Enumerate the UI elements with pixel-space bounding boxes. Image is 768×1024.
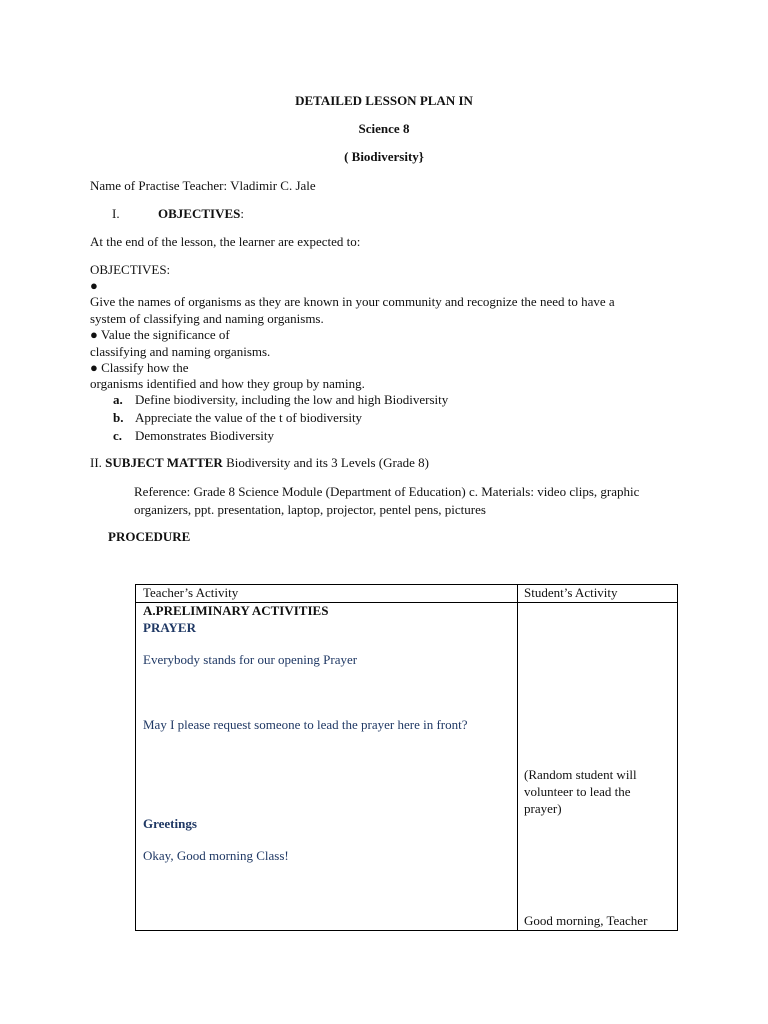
objective-line: ● Value the significance of xyxy=(90,327,230,342)
reference-line: organizers, ppt. presentation, laptop, projector, pentel pens, pictures xyxy=(134,502,486,517)
lettered-item-text: Appreciate the value of the t of biodiversity xyxy=(135,410,363,425)
teacher-activity-header: Teacher’s Activity xyxy=(143,585,239,600)
objective-line: ● xyxy=(90,278,98,293)
lettered-item-text: Demonstrates Biodiversity xyxy=(135,428,275,443)
lettered-item-letter: b. xyxy=(113,410,124,425)
student-prayer-response: prayer) xyxy=(524,801,562,816)
student-prayer-response: volunteer to lead the xyxy=(524,784,631,799)
prayer-heading: PRAYER xyxy=(143,620,196,635)
section2-title: SUBJECT MATTER xyxy=(105,455,223,470)
section2-text: Biodiversity and its 3 Levels (Grade 8) xyxy=(226,455,429,470)
section2-number: II. xyxy=(90,455,102,470)
objectives-intro: At the end of the lesson, the learner are expected to: xyxy=(90,234,361,249)
teacher-name-line: Name of Practise Teacher: Vladimir C. Jale xyxy=(90,178,316,193)
prayer-request: May I please request someone to lead the prayer here in front? xyxy=(143,717,468,732)
student-prayer-response: (Random student will xyxy=(524,767,637,782)
activity-table xyxy=(135,584,678,931)
greetings-line: Okay, Good morning Class! xyxy=(143,848,289,863)
section1-colon: : xyxy=(240,206,244,221)
section1-title: OBJECTIVES xyxy=(158,206,241,221)
reference-line: Reference: Grade 8 Science Module (Department of Education) c. Materials: video clips, graphic xyxy=(134,484,640,499)
doc-topic: ( Biodiversity} xyxy=(344,149,424,164)
doc-subject: Science 8 xyxy=(358,121,410,136)
procedure-title: PROCEDURE xyxy=(108,529,191,544)
prayer-instruction: Everybody stands for our opening Prayer xyxy=(143,652,358,667)
student-greeting-response: Good morning, Teacher xyxy=(524,913,648,928)
student-activity-header: Student’s Activity xyxy=(524,585,618,600)
greetings-heading: Greetings xyxy=(143,816,197,831)
doc-title: DETAILED LESSON PLAN IN xyxy=(295,93,473,108)
lettered-item-text: Define biodiversity, including the low and high Biodiversity xyxy=(135,392,449,407)
objective-line: classifying and naming organisms. xyxy=(90,344,271,359)
objectives-label: OBJECTIVES: xyxy=(90,262,171,277)
lettered-item-letter: c. xyxy=(113,428,123,443)
section1-heading xyxy=(158,206,244,222)
section1-number: I. xyxy=(112,206,120,221)
table-column-divider xyxy=(517,585,518,930)
preliminary-activities-heading: A.PRELIMINARY ACTIVITIES xyxy=(143,603,329,618)
section2-heading xyxy=(90,455,429,471)
objective-line: Give the names of organisms as they are known in your community and recognize the need to have a xyxy=(90,294,615,309)
objective-line: system of classifying and naming organisms. xyxy=(90,311,324,326)
objective-line: ● Classify how the xyxy=(90,360,189,375)
lettered-item-letter: a. xyxy=(113,392,123,407)
objective-line: organisms identified and how they group by naming. xyxy=(90,376,365,391)
